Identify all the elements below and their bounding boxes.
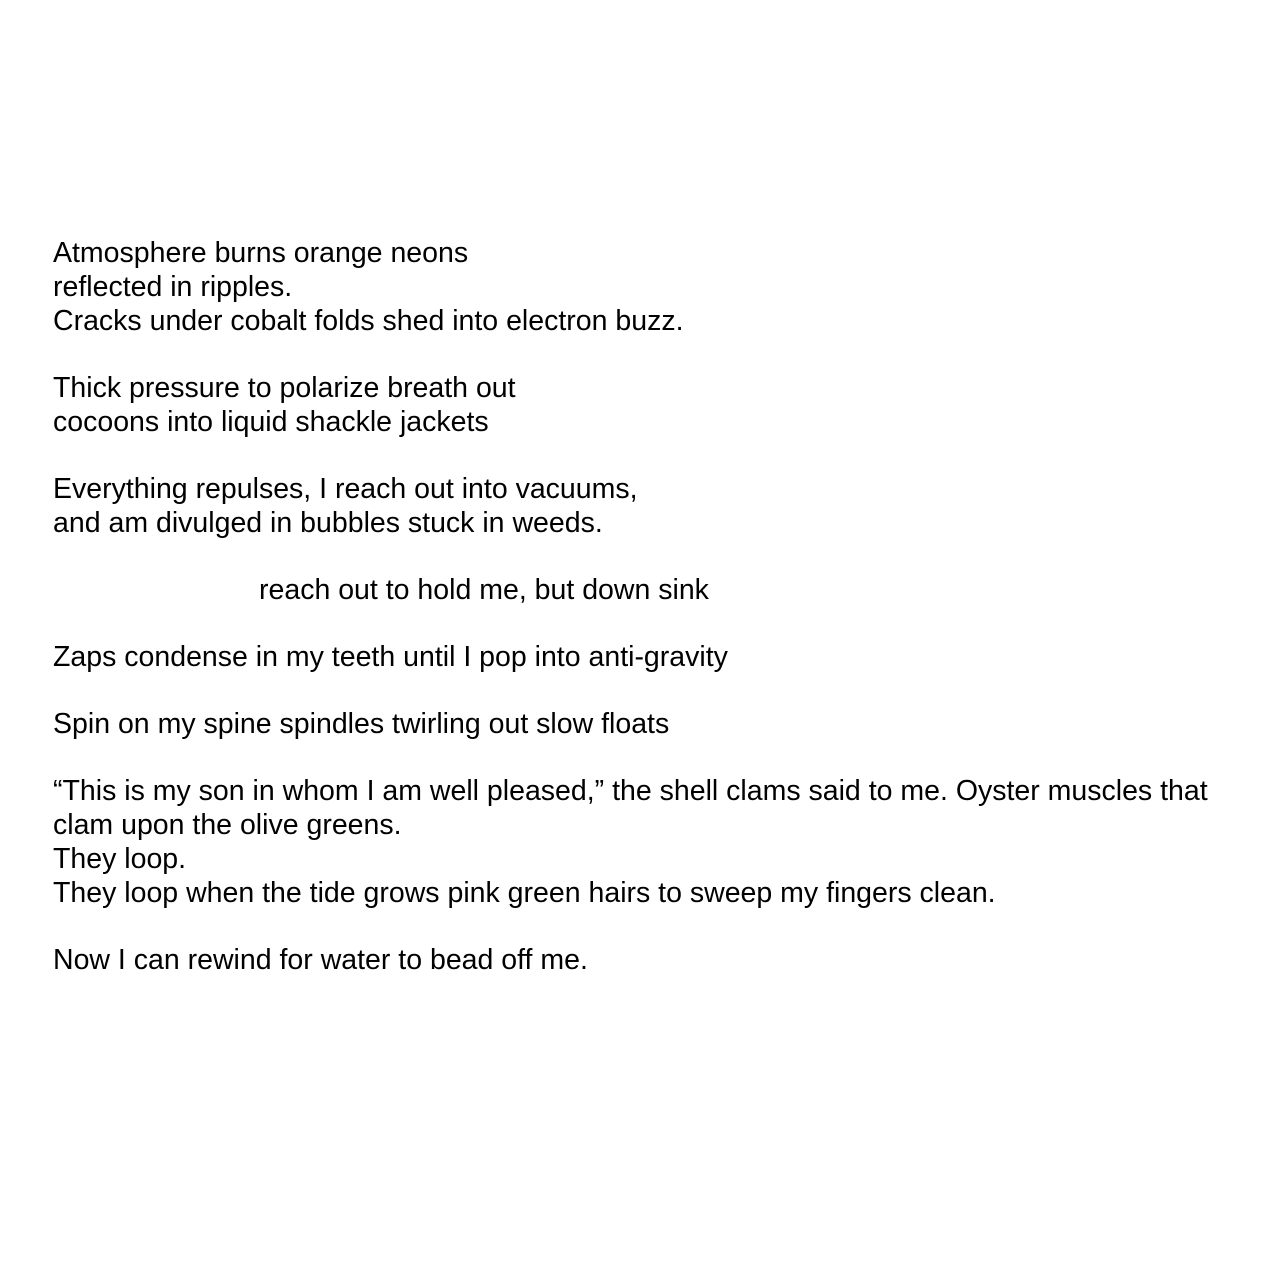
poem-line: They loop. <box>53 843 187 875</box>
stanza-3 <box>53 472 1253 540</box>
poem-line: Cracks under cobalt folds shed into electron buzz. <box>53 305 684 337</box>
poem-line: reflected in ripples. <box>53 271 293 303</box>
stanza-8 <box>53 943 1253 977</box>
poem-line: Thick pressure to polarize breath out <box>53 372 516 404</box>
poem-body <box>53 236 1253 1010</box>
poem-line: “This is my son in whom I am well pleased,” the shell clams said to me. Oyster muscles that clam upon the olive greens. <box>53 775 1208 841</box>
poem-line: They loop when the tide grows pink green hairs to sweep my fingers clean. <box>53 877 996 909</box>
poem-line-indented: reach out to hold me, but down sink <box>259 574 709 606</box>
poem-line: Spin on my spine spindles twirling out slow floats <box>53 708 670 740</box>
poem-line: Now I can rewind for water to bead off me. <box>53 944 588 976</box>
poem-line: Zaps condense in my teeth until I pop into anti-gravity <box>53 641 728 673</box>
poem-line: cocoons into liquid shackle jackets <box>53 406 489 438</box>
poem-line: Atmosphere burns orange neons <box>53 237 469 269</box>
stanza-5 <box>53 640 1253 674</box>
stanza-4 <box>53 573 1253 607</box>
poem-line: Everything repulses, I reach out into vacuums, <box>53 473 638 505</box>
poem-line: and am divulged in bubbles stuck in weeds. <box>53 507 603 539</box>
stanza-2 <box>53 371 1253 439</box>
stanza-7 <box>53 774 1253 910</box>
stanza-6 <box>53 707 1253 741</box>
stanza-1 <box>53 236 1253 338</box>
